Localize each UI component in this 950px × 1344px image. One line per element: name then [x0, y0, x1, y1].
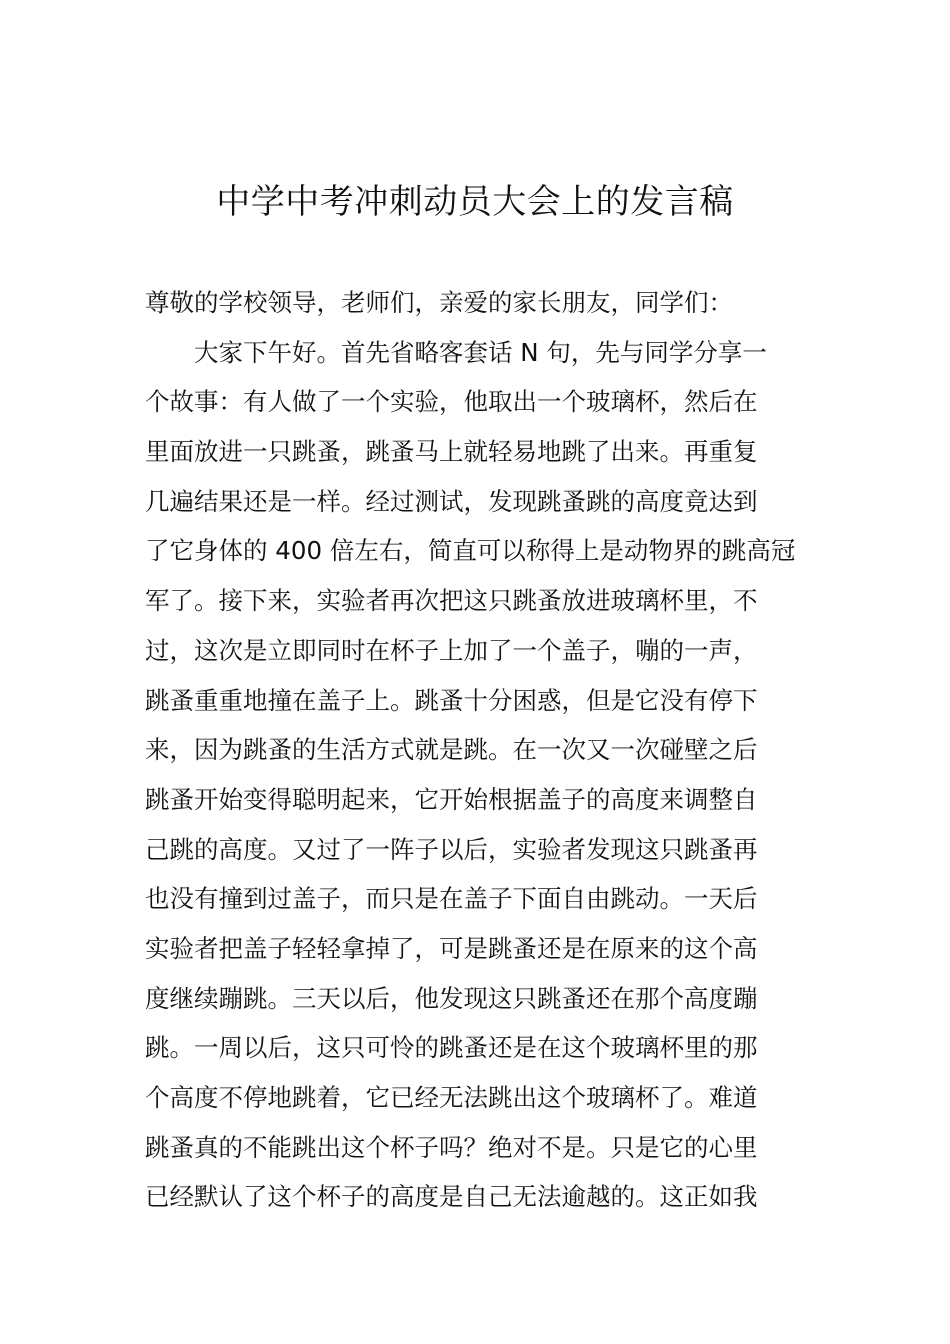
paragraph-line: 军了。接下来，实验者再次把这只跳蚤放进玻璃杯里，不: [145, 586, 758, 616]
paragraph-line: 了它身体的 400 倍左右，简直可以称得上是动物界的跳高冠: [145, 536, 796, 566]
document-title: 中学中考冲刺动员大会上的发言稿: [216, 182, 734, 222]
paragraph-line: 度继续蹦跳。三天以后，他发现这只跳蚤还在那个高度蹦: [145, 983, 758, 1013]
paragraph-line: 也没有撞到过盖子，而只是在盖子下面自由跳动。一天后: [145, 884, 758, 914]
paragraph-line: 个故事：有人做了一个实验，他取出一个玻璃杯，然后在: [145, 387, 758, 417]
paragraph-line: 个高度不停地跳着，它已经无法跳出这个玻璃杯了。难道: [145, 1083, 758, 1112]
paragraph-line: 实验者把盖子轻轻拿掉了，可是跳蚤还是在原来的这个高: [145, 933, 758, 963]
paragraph-line: 跳蚤真的不能跳出这个杯子吗？绝对不是。只是它的心里: [145, 1132, 758, 1162]
paragraph-line: 跳。一周以后，这只可怜的跳蚤还是在这个玻璃杯里的那: [145, 1033, 758, 1063]
document-body: [145, 278, 810, 1222]
paragraph-line: 大家下午好。首先省略客套话 N 句，先与同学分享一: [194, 337, 767, 367]
paragraph-line: 里面放进一只跳蚤，跳蚤马上就轻易地跳了出来。再重复: [145, 437, 758, 467]
paragraph-line: 跳蚤开始变得聪明起来，它开始根据盖子的高度来调整自: [145, 784, 758, 814]
paragraph-line: 跳蚤重重地撞在盖子上。跳蚤十分困惑，但是它没有停下: [145, 685, 758, 715]
paragraph-line: 已经默认了这个杯子的高度是自己无法逾越的。这正如我: [145, 1182, 758, 1212]
paragraph-line: 来，因为跳蚤的生活方式就是跳。在一次又一次碰壁之后: [145, 735, 758, 765]
paragraph-line: 几遍结果还是一样。经过测试，发现跳蚤跳的高度竟达到: [145, 486, 758, 516]
paragraph-line: 己跳的高度。又过了一阵子以后，实验者发现这只跳蚤再: [145, 834, 758, 864]
paragraph-line: 过，这次是立即同时在杯子上加了一个盖子，嘣的一声，: [145, 635, 758, 665]
salutation-line: 尊敬的学校领导，老师们，亲爱的家长朋友，同学们：: [145, 288, 733, 317]
